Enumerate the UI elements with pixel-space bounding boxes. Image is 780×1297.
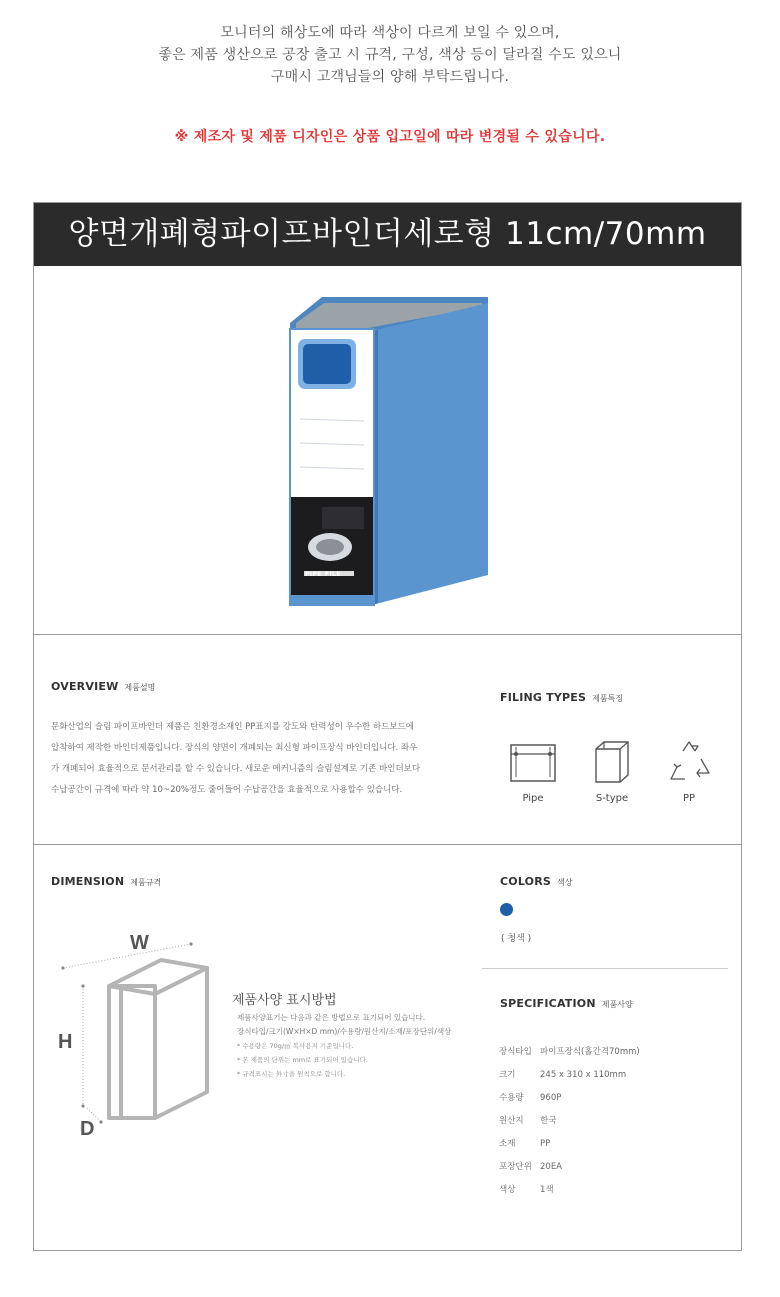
overview-text bbox=[51, 717, 441, 801]
spec-notation-description bbox=[237, 1011, 477, 1081]
filing-type-label: S-type bbox=[595, 793, 629, 804]
overview-line: 압착하여 제작한 바인더제품입니다. 장식의 양면이 개폐되는 최신형 파이프장식 바인더입니다. 좌우 bbox=[51, 743, 418, 753]
spec-key: 소재 bbox=[499, 1139, 516, 1149]
spec-value: 245 x 310 x 110mm bbox=[540, 1070, 627, 1080]
colors-title: COLORS bbox=[500, 875, 551, 888]
overview-line: 수납공간이 규격에 따라 약 10~20%정도 줄어들어 수납공간을 효율적으로 사용할수 있습니다. bbox=[51, 785, 403, 795]
depth-label: D bbox=[80, 1118, 95, 1140]
spec-desc-line: 제품사양표기는 다음과 같은 방법으로 표기되어 있습니다. bbox=[237, 1013, 426, 1022]
color-swatch-blue bbox=[500, 903, 513, 916]
notice-line: 구매시 고객님들의 양해 부탁드립니다. bbox=[270, 69, 510, 85]
color-name: ( 청색 ) bbox=[501, 934, 532, 944]
spec-note: * 규격표시는 外寸을 원칙으로 합니다. bbox=[237, 1070, 346, 1078]
spec-note: * 본 제품의 단위는 mm로 표기되어 있습니다. bbox=[237, 1056, 368, 1064]
spec-note: * 수용량은 70g/㎡ 복사용지 기준입니다. bbox=[237, 1042, 354, 1050]
dimension-title: DIMENSION bbox=[51, 875, 125, 888]
spec-key: 수용량 bbox=[499, 1093, 524, 1103]
spec-row bbox=[499, 1179, 640, 1202]
colors-heading bbox=[500, 875, 572, 888]
notice-line: 좋은 제품 생산으로 공장 출고 시 규격, 구성, 색상 등이 달라질 수도 있으니 bbox=[158, 47, 622, 63]
notice-block bbox=[0, 22, 780, 88]
height-label: H bbox=[58, 1031, 73, 1053]
spec-value: 1색 bbox=[540, 1185, 554, 1195]
overview-line: 가 개폐되어 효율적으로 문서관리를 할 수 있습니다. 새로운 메커니즘의 슬림설계로 기존 바인더보다 bbox=[51, 764, 421, 774]
spec-row bbox=[499, 1087, 640, 1110]
spec-row bbox=[499, 1064, 640, 1087]
spec-key: 포장단위 bbox=[499, 1162, 532, 1172]
spec-row bbox=[499, 1041, 640, 1064]
product-detail-frame bbox=[33, 202, 742, 1251]
s-type-icon bbox=[592, 739, 632, 785]
filing-types-heading bbox=[500, 691, 623, 704]
overview-subtitle: 제품설명 bbox=[124, 683, 156, 692]
specification-title: SPECIFICATION bbox=[500, 997, 596, 1010]
section-divider bbox=[34, 634, 741, 635]
product-title: 양면개폐형파이프바인더세로형 11cm/70mm bbox=[34, 203, 741, 266]
filing-types-subtitle: 제품특징 bbox=[592, 694, 624, 703]
spec-key: 장식타입 bbox=[499, 1047, 532, 1057]
specification-subtitle: 제품사양 bbox=[601, 1000, 633, 1009]
section-divider bbox=[482, 968, 728, 969]
spec-value: 한국 bbox=[540, 1116, 557, 1126]
width-label: W bbox=[130, 932, 149, 954]
binder-dimension-diagram bbox=[51, 926, 231, 1146]
overview-line: 문화산업의 슬림 파이프바인더 제품은 친환경소재인 PP표지를 강도와 탄력성이 우수한 하드보드에 bbox=[51, 722, 415, 732]
pipe-icon bbox=[508, 741, 558, 785]
spec-value: PP bbox=[540, 1139, 551, 1149]
spec-row bbox=[499, 1110, 640, 1133]
specification-heading bbox=[500, 997, 633, 1010]
recycle-icon bbox=[665, 739, 713, 785]
colors-subtitle: 색상 bbox=[557, 878, 573, 887]
spec-value: 960P bbox=[540, 1093, 562, 1103]
spec-value: 20EA bbox=[540, 1162, 563, 1172]
filing-type-s-type bbox=[584, 739, 640, 804]
spec-key: 원산지 bbox=[499, 1116, 524, 1126]
dimension-heading bbox=[51, 875, 161, 888]
spec-table bbox=[499, 1041, 640, 1202]
spec-row bbox=[499, 1156, 640, 1179]
overview-title: OVERVIEW bbox=[51, 680, 119, 693]
dimension-subtitle: 제품규격 bbox=[130, 878, 162, 887]
spec-notation-title: 제품사양 표시방법 bbox=[232, 993, 337, 1008]
spec-value: 파이프장식(홀간격70mm) bbox=[540, 1047, 640, 1057]
spine-text: PIPE FILE bbox=[305, 571, 341, 578]
design-change-warning: ※ 제조자 및 제품 디자인은 상품 입고일에 따라 변경될 수 있습니다. bbox=[174, 129, 606, 145]
section-divider bbox=[34, 844, 741, 845]
filing-type-label: Pipe bbox=[522, 793, 544, 804]
filing-type-label: PP bbox=[682, 793, 696, 804]
filing-types-title: FILING TYPES bbox=[500, 691, 587, 704]
filing-type-pipe bbox=[504, 741, 562, 804]
spec-row bbox=[499, 1133, 640, 1156]
overview-heading bbox=[51, 680, 155, 693]
spec-key: 색상 bbox=[499, 1185, 516, 1195]
spec-key: 크기 bbox=[499, 1070, 516, 1080]
spec-desc-line: 장식타입/크기(W×H×D mm)/수용량/원산지/소재/포장단위/색상 bbox=[237, 1027, 452, 1036]
notice-line: 모니터의 해상도에 따라 색상이 다르게 보일 수 있으며, bbox=[220, 25, 560, 41]
filing-type-pp bbox=[664, 739, 714, 804]
